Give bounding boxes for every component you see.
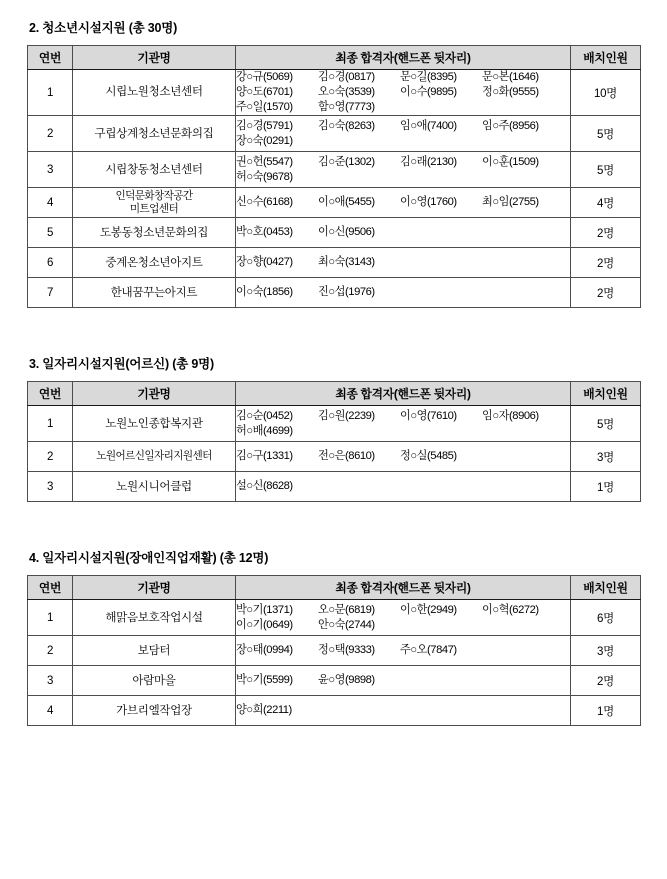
- section-1: [27, 18, 640, 354]
- row-number: 5: [28, 218, 73, 248]
- applicant-name: 정○화(9555): [482, 86, 539, 99]
- table-row: [28, 442, 641, 472]
- applicant-name: 허○숙(9678): [236, 170, 293, 183]
- applicant-list: [236, 119, 570, 149]
- row-number: 3: [28, 472, 73, 502]
- table-row: [28, 278, 641, 308]
- applicant-name: 오○숙(3539): [318, 86, 375, 99]
- row-number: 4: [28, 188, 73, 218]
- applicant-name: 진○섭(1976): [318, 286, 375, 299]
- organization-name: 노원어르신일자리지원센터: [73, 442, 236, 472]
- applicant-name: 최○숙(3143): [318, 256, 375, 269]
- table-row: [28, 152, 641, 188]
- applicant-name: 장○숙(0291): [236, 134, 293, 147]
- organization-name: 인덕문화창작공간 미트업센터: [73, 188, 236, 218]
- accepted-applicants: [236, 188, 571, 218]
- applicant-name: 장○태(0994): [236, 644, 293, 657]
- applicant-name: 김○숙(8263): [318, 119, 375, 132]
- applicant-list: [236, 195, 570, 210]
- organization-name: 노원시니어클럽: [73, 472, 236, 502]
- column-header-count: 배치인원: [571, 576, 641, 600]
- section-spacer: [27, 308, 640, 354]
- row-number: 2: [28, 636, 73, 666]
- table-row: [28, 116, 641, 152]
- applicant-name: 주○일(1570): [236, 101, 293, 114]
- placement-table: [27, 381, 641, 502]
- placement-count: 2명: [571, 278, 641, 308]
- column-header-names: 최종 합격자(핸드폰 뒷자리): [236, 382, 571, 406]
- applicant-list: [236, 285, 570, 300]
- organization-name: 도봉동청소년문화의집: [73, 218, 236, 248]
- applicant-name: 박○기(1371): [236, 603, 293, 616]
- placement-count: 10명: [571, 70, 641, 116]
- accepted-applicants: [236, 116, 571, 152]
- applicant-name: 양○도(6701): [236, 86, 293, 99]
- row-number: 3: [28, 666, 73, 696]
- accepted-applicants: [236, 600, 571, 636]
- applicant-name: 윤○영(9898): [318, 674, 375, 687]
- applicant-list: [236, 603, 570, 633]
- placement-count: 3명: [571, 442, 641, 472]
- applicant-list: [236, 673, 570, 688]
- placement-count: 4명: [571, 188, 641, 218]
- organization-name: 한내꿈꾸는아지트: [73, 278, 236, 308]
- column-header-names: 최종 합격자(핸드폰 뒷자리): [236, 576, 571, 600]
- row-number: 4: [28, 696, 73, 726]
- applicant-name: 허○배(4699): [236, 424, 293, 437]
- applicant-name: 이○훈(1509): [482, 155, 539, 168]
- table-row: [28, 666, 641, 696]
- applicant-name: 김○순(0452): [236, 409, 293, 422]
- applicant-name: 임○자(8906): [482, 409, 539, 422]
- section-title: 3. 일자리시설지원(어르신) (총 9명): [29, 357, 214, 372]
- section-2: [27, 354, 640, 548]
- placement-count: 5명: [571, 116, 641, 152]
- accepted-applicants: [236, 472, 571, 502]
- applicant-name: 김○래(2130): [400, 155, 457, 168]
- placement-count: 5명: [571, 152, 641, 188]
- column-header-org: 기관명: [73, 576, 236, 600]
- applicant-name: 안○숙(2744): [318, 618, 375, 631]
- accepted-applicants: [236, 696, 571, 726]
- organization-name: 구립상계청소년문화의집: [73, 116, 236, 152]
- applicant-name: 설○신(8628): [236, 480, 293, 493]
- applicant-name: 이○신(9506): [318, 226, 375, 239]
- applicant-list: [236, 643, 570, 658]
- applicant-name: 이○혁(6272): [482, 603, 539, 616]
- applicant-name: 박○호(0453): [236, 226, 293, 239]
- applicant-name: 김○경(5791): [236, 119, 293, 132]
- placement-count: 1명: [571, 696, 641, 726]
- row-number: 1: [28, 70, 73, 116]
- table-row: [28, 406, 641, 442]
- applicant-name: 임○애(7400): [400, 119, 457, 132]
- applicant-name: 김○구(1331): [236, 450, 293, 463]
- applicant-name: 정○택(9333): [318, 644, 375, 657]
- table-header-row: [28, 576, 641, 600]
- organization-name: 시립창동청소년센터: [73, 152, 236, 188]
- applicant-name: 강○규(5069): [236, 71, 293, 83]
- applicant-name: 정○실(5485): [400, 450, 457, 463]
- column-header-count: 배치인원: [571, 382, 641, 406]
- accepted-applicants: [236, 636, 571, 666]
- placement-count: 6명: [571, 600, 641, 636]
- applicant-name: 양○희(2211): [236, 704, 292, 717]
- applicant-list: [236, 255, 570, 270]
- accepted-applicants: [236, 666, 571, 696]
- accepted-applicants: [236, 70, 571, 116]
- section-title: 2. 청소년시설지원 (총 30명): [29, 21, 178, 35]
- applicant-name: 김○경(0817): [318, 71, 375, 83]
- applicant-list: [236, 70, 570, 115]
- organization-name: 해맑음보호작업시설: [73, 600, 236, 636]
- accepted-applicants: [236, 278, 571, 308]
- applicant-list: [236, 703, 570, 718]
- table-row: [28, 70, 641, 116]
- applicant-name: 이○영(1760): [400, 196, 457, 209]
- table-header-row: [28, 382, 641, 406]
- sections-container: [27, 18, 640, 726]
- row-number: 3: [28, 152, 73, 188]
- applicant-name: 주○오(7847): [400, 644, 457, 657]
- row-number: 2: [28, 116, 73, 152]
- row-number: 1: [28, 406, 73, 442]
- applicant-name: 최○임(2755): [482, 196, 539, 209]
- table-row: [28, 696, 641, 726]
- applicant-name: 이○기(0649): [236, 618, 293, 631]
- placement-count: 2명: [571, 218, 641, 248]
- column-header-no: 연번: [28, 576, 73, 600]
- applicant-list: [236, 155, 570, 185]
- applicant-name: 김○원(2239): [318, 409, 375, 422]
- table-row: [28, 600, 641, 636]
- placement-count: 2명: [571, 248, 641, 278]
- applicant-name: 이○한(2949): [400, 603, 457, 616]
- organization-name: 시립노원청소년센터: [73, 70, 236, 116]
- table-row: [28, 636, 641, 666]
- applicant-name: 권○헌(5547): [236, 155, 293, 168]
- applicant-name: 이○애(5455): [318, 196, 375, 209]
- column-header-org: 기관명: [73, 382, 236, 406]
- applicant-list: [236, 449, 570, 464]
- table-row: [28, 188, 641, 218]
- row-number: 7: [28, 278, 73, 308]
- column-header-no: 연번: [28, 382, 73, 406]
- placement-table: [27, 575, 641, 726]
- applicant-name: 박○기(5599): [236, 674, 293, 687]
- column-header-count: 배치인원: [571, 46, 641, 70]
- accepted-applicants: [236, 218, 571, 248]
- organization-name: 가브리엘작업장: [73, 696, 236, 726]
- placement-count: 1명: [571, 472, 641, 502]
- applicant-name: 오○문(6819): [318, 603, 375, 616]
- applicant-name: 함○영(7773): [318, 101, 375, 114]
- table-header-row: [28, 46, 641, 70]
- applicant-name: 전○은(8610): [318, 450, 375, 463]
- section-title: 4. 일자리시설지원(장애인직업재활) (총 12명): [29, 551, 269, 566]
- applicant-name: 문○길(8395): [400, 71, 457, 83]
- organization-name: 보담터: [73, 636, 236, 666]
- accepted-applicants: [236, 248, 571, 278]
- section-spacer: [27, 502, 640, 548]
- row-number: 6: [28, 248, 73, 278]
- applicant-name: 신○수(6168): [236, 196, 293, 209]
- placement-count: 2명: [571, 666, 641, 696]
- applicant-name: 문○본(1646): [482, 71, 539, 83]
- accepted-applicants: [236, 406, 571, 442]
- row-number: 1: [28, 600, 73, 636]
- column-header-org: 기관명: [73, 46, 236, 70]
- applicant-name: 이○수(9895): [400, 86, 457, 99]
- column-header-no: 연번: [28, 46, 73, 70]
- applicant-name: 임○주(8956): [482, 119, 539, 132]
- applicant-name: 장○향(0427): [236, 256, 293, 269]
- table-row: [28, 218, 641, 248]
- applicant-list: [236, 409, 570, 439]
- applicant-name: 이○숙(1856): [236, 286, 293, 299]
- placement-count: 5명: [571, 406, 641, 442]
- organization-name: 중계온청소년아지트: [73, 248, 236, 278]
- applicant-list: [236, 225, 570, 240]
- organization-name: 노원노인종합복지관: [73, 406, 236, 442]
- applicant-list: [236, 479, 570, 494]
- applicant-name: 김○준(1302): [318, 155, 375, 168]
- accepted-applicants: [236, 442, 571, 472]
- accepted-applicants: [236, 152, 571, 188]
- organization-name: 아람마을: [73, 666, 236, 696]
- column-header-names: 최종 합격자(핸드폰 뒷자리): [236, 46, 571, 70]
- section-3: [27, 548, 640, 726]
- table-row: [28, 248, 641, 278]
- row-number: 2: [28, 442, 73, 472]
- placement-table: [27, 45, 641, 308]
- table-row: [28, 472, 641, 502]
- applicant-name: 이○영(7610): [400, 409, 457, 422]
- placement-count: 3명: [571, 636, 641, 666]
